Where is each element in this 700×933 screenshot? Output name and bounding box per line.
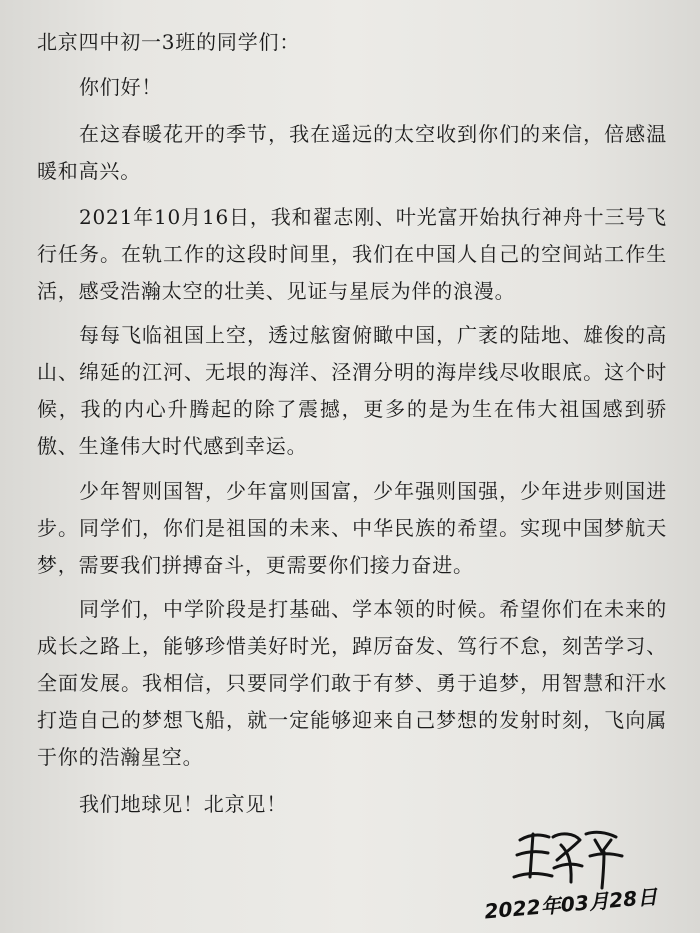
paragraph-1: 在这春暖花开的季节，我在遥远的太空收到你们的来信，倍感温暖和高兴。 [37,122,667,183]
signature-date: 2022年03月28日 [483,884,659,924]
letter-body [37,24,667,823]
handwritten-signature [510,822,628,892]
paragraph-2: 2021年10月16日，我和翟志刚、叶光富开始执行神舟十三号飞行任务。在轨工作的这段时间里，我们在中国人自己的空间站工作生活，感受浩瀚太空的壮美、见证与星辰为伴的浪漫。 [37,205,667,303]
paragraph-4: 少年智则国智，少年富则国富，少年强则国强，少年进步则国进步。同学们，你们是祖国的未来、中华民族的希望。实现中国梦航天梦，需要我们拼搏奋斗，更需要你们接力奋进。 [37,479,667,577]
greeting: 你们好！ [79,75,163,99]
paragraph-3: 每每飞临祖国上空，透过舷窗俯瞰中国，广袤的陆地、雄俊的高山、绵延的江河、无垠的海洋、泾渭分明的海岸线尽收眼底。这个时候，我的内心升腾起的除了震撼，更多的是为生在伟大祖国感到骄傲、生逢伟大时代感到幸运。 [37,323,667,458]
paragraph-5: 同学们，中学阶段是打基础、学本领的时候。希望你们在未来的成长之路上，能够珍惜美好时光，踔厉奋发、笃行不怠，刻苦学习、全面发展。我相信，只要同学们敢于有梦、勇于追梦，用智慧和汗水打造自己的梦想飞船，就一定能够迎来自己梦想的发射时刻，飞向属于你的浩瀚星空。 [37,597,667,769]
closing-line: 我们地球见！北京见！ [79,792,287,816]
salutation: 北京四中初一3班的同学们： [37,30,301,54]
